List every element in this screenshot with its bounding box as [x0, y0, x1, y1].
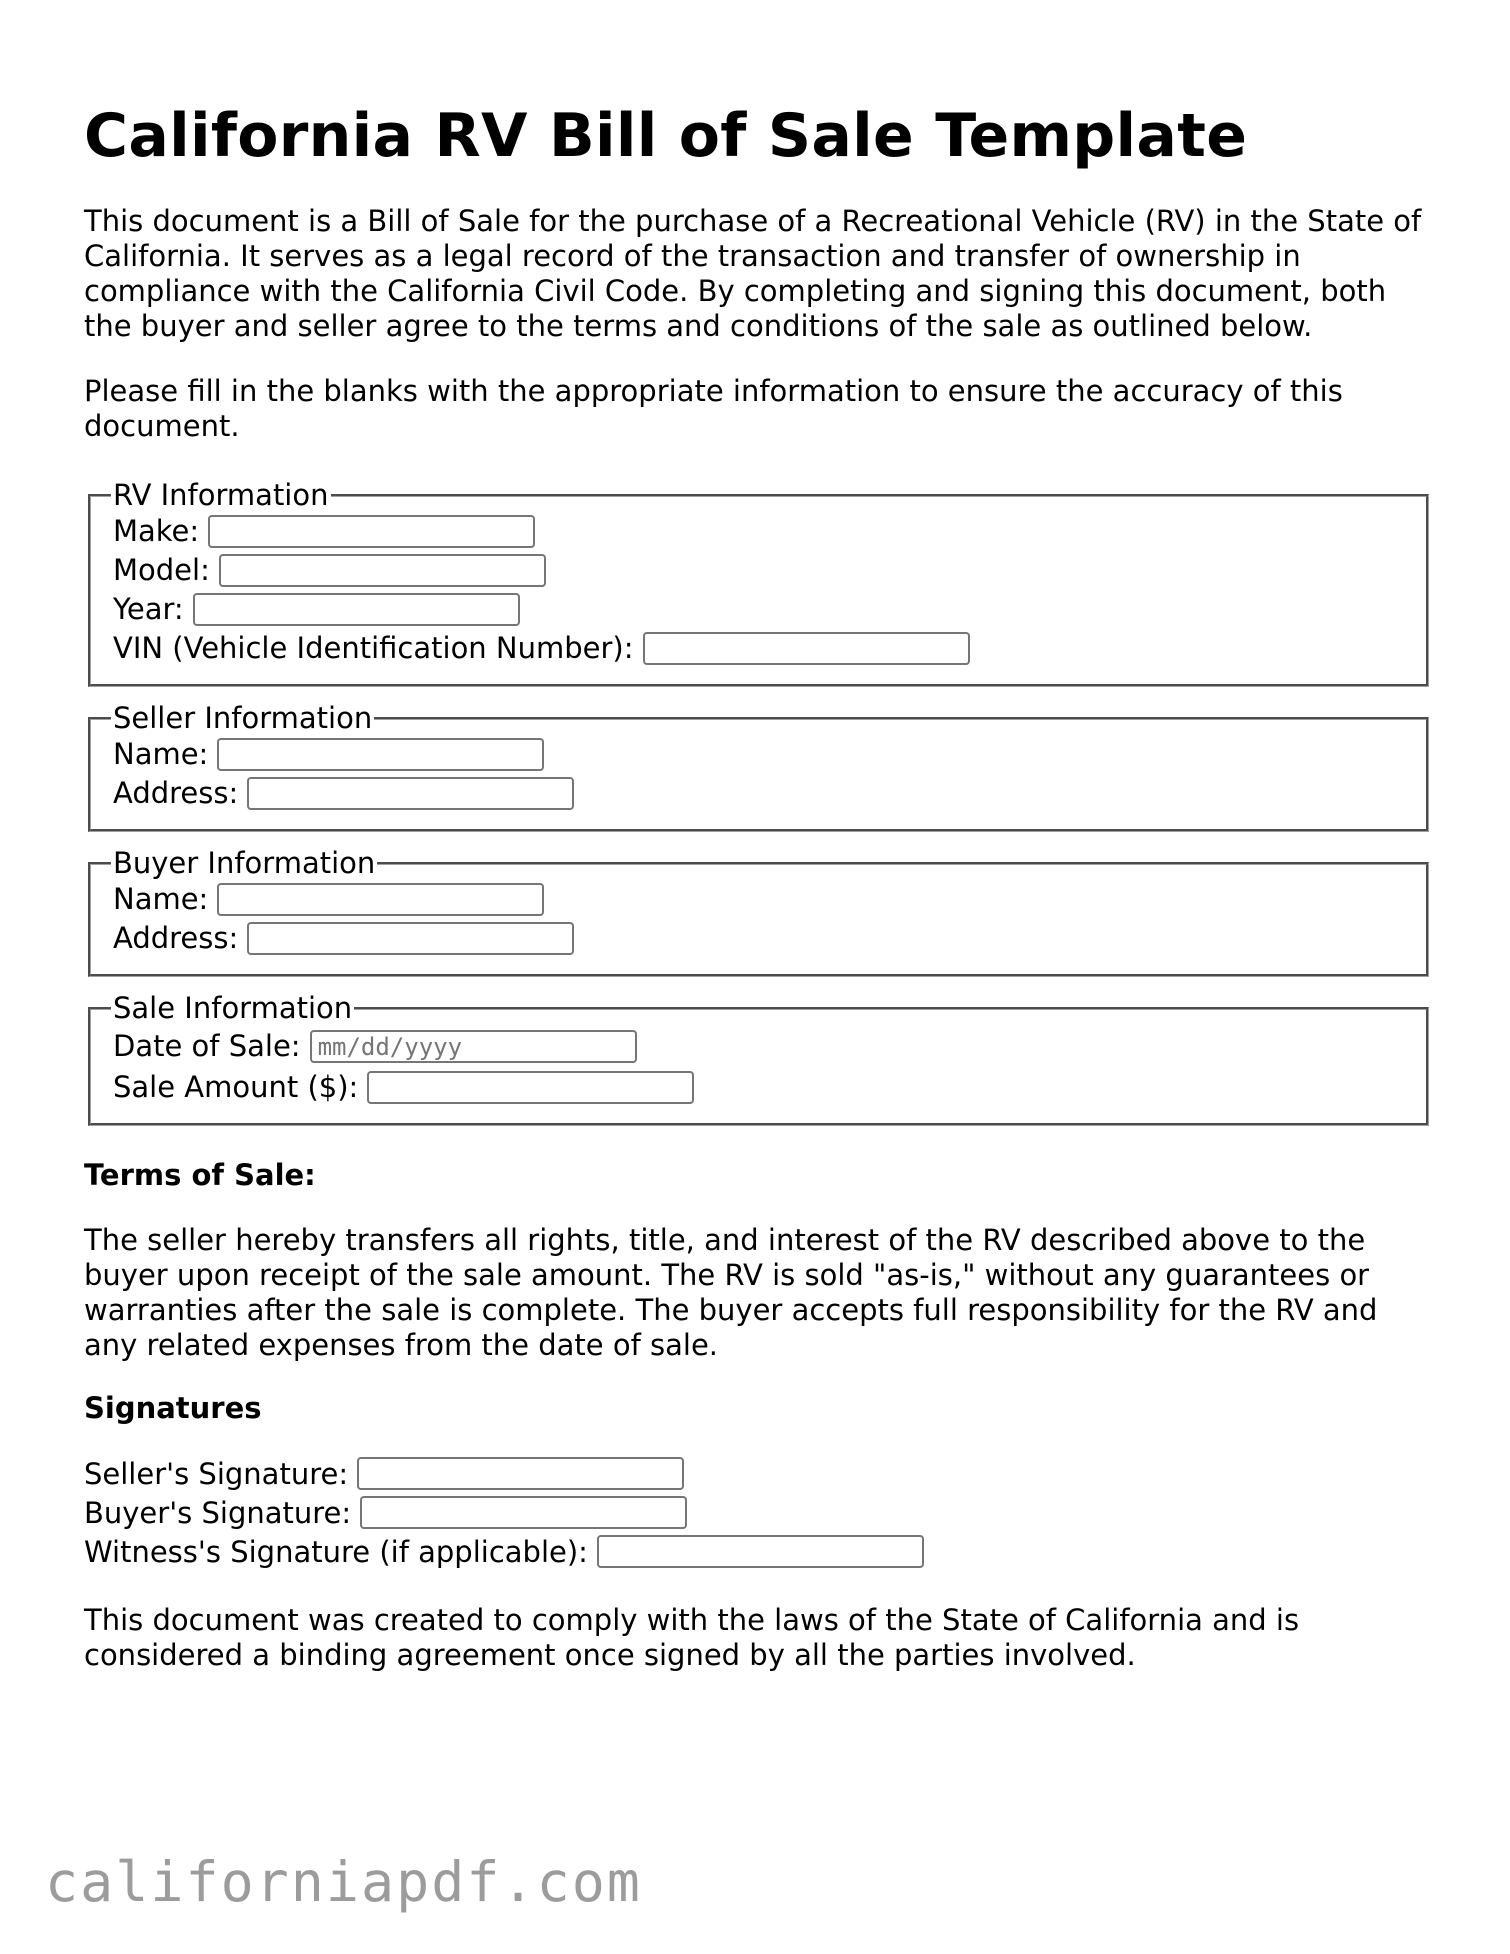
make-input[interactable]	[208, 515, 535, 548]
signatures-heading: Signatures	[84, 1391, 262, 1425]
sale-information-legend: Sale Information	[113, 991, 353, 1025]
terms-heading: Terms of Sale:	[84, 1158, 316, 1192]
make-label: Make:	[113, 514, 200, 548]
year-label: Year:	[113, 592, 184, 626]
year-input[interactable]	[193, 593, 520, 626]
sale-amount-input[interactable]	[367, 1071, 694, 1104]
seller-address-row	[113, 774, 1401, 813]
buyer-information-section	[88, 846, 1429, 977]
model-row	[113, 551, 1401, 590]
seller-name-input[interactable]	[217, 738, 544, 771]
terms-paragraph: The seller hereby transfers all rights, title, and interest of the RV described above to the buyer upon receipt of the sale amount. The RV is sold "as-is," without any guarantees or warranties after the sale is complete. The buyer accepts full responsibility for the RV and any related expenses from the date of sale.	[84, 1223, 1378, 1362]
witness-signature-input[interactable]	[597, 1535, 924, 1568]
make-row	[113, 512, 1401, 551]
page-title: California RV Bill of Sale Template	[84, 101, 1248, 171]
seller-name-row	[113, 735, 1401, 774]
buyer-name-input[interactable]	[217, 883, 544, 916]
sale-date-row	[113, 1025, 1401, 1068]
vin-label: VIN (Vehicle Identification Number):	[113, 631, 634, 665]
closing-paragraph: This document was created to comply with the laws of the State of California and is considered a binding agreement once signed by all the parties involved.	[84, 1603, 1300, 1672]
seller-signature-input[interactable]	[357, 1457, 684, 1490]
buyer-information-legend: Buyer Information	[113, 846, 376, 880]
sale-date-input[interactable]	[310, 1030, 637, 1063]
buyer-address-input[interactable]	[247, 922, 574, 955]
seller-address-label: Address:	[113, 776, 239, 810]
rv-information-section	[88, 478, 1429, 687]
intro-paragraph: This document is a Bill of Sale for the purchase of a Recreational Vehicle (RV) in the State of California. It serves as a legal record of the transaction and transfer of ownership in compliance with the California Civil Code. By completing and signing this document, both the buyer and seller agree to the terms and conditions of the sale as outlined below.	[84, 204, 1422, 343]
sale-amount-row	[113, 1068, 1401, 1107]
vin-input[interactable]	[643, 632, 970, 665]
seller-address-input[interactable]	[247, 777, 574, 810]
seller-name-label: Name:	[113, 737, 209, 771]
seller-information-section	[88, 701, 1429, 832]
year-row	[113, 590, 1401, 629]
seller-signature-label: Seller's Signature:	[84, 1456, 349, 1491]
buyer-signature-input[interactable]	[360, 1496, 687, 1529]
instructions-paragraph: Please fill in the blanks with the appropriate information to ensure the accuracy of this document.	[84, 374, 1343, 443]
buyer-address-label: Address:	[113, 921, 239, 955]
site-watermark: californiapdf.com	[45, 1850, 642, 1914]
witness-signature-row	[84, 1532, 1429, 1571]
seller-signature-row	[84, 1454, 1429, 1493]
vin-row	[113, 629, 1401, 668]
sale-information-section	[88, 991, 1429, 1126]
buyer-name-label: Name:	[113, 882, 209, 916]
seller-information-legend: Seller Information	[113, 701, 373, 735]
buyer-address-row	[113, 919, 1401, 958]
sale-amount-label: Sale Amount ($):	[113, 1070, 359, 1104]
buyer-signature-label: Buyer's Signature:	[84, 1495, 352, 1530]
model-input[interactable]	[219, 554, 546, 587]
document-page	[84, 100, 1429, 1673]
signatures-block	[84, 1454, 1429, 1571]
model-label: Model:	[113, 553, 210, 587]
buyer-name-row	[113, 880, 1401, 919]
rv-information-legend: RV Information	[113, 478, 329, 512]
witness-signature-label: Witness's Signature (if applicable):	[84, 1534, 588, 1569]
buyer-signature-row	[84, 1493, 1429, 1532]
sale-date-label: Date of Sale:	[113, 1029, 301, 1063]
